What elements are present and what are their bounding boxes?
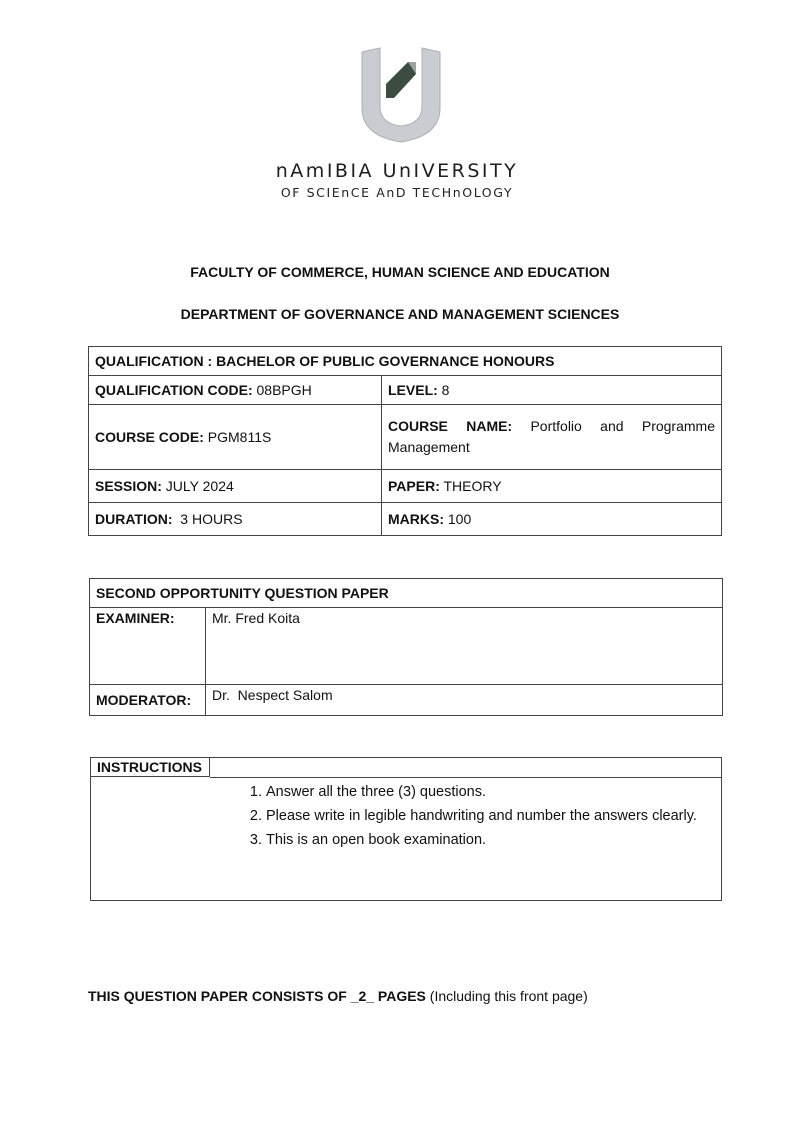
duration-value: 3 HOURS xyxy=(180,511,243,527)
marks-label: MARKS: xyxy=(388,511,444,527)
course-code-cell xyxy=(89,405,382,470)
qualification-cell xyxy=(89,347,722,376)
marks-cell xyxy=(382,503,722,536)
qualification-label: QUALIFICATION : xyxy=(95,353,213,369)
examiner-label-cell xyxy=(90,608,206,685)
moderator-value: Dr. Nespect Salom xyxy=(212,687,333,703)
course-info-table xyxy=(88,346,722,536)
paper-value: THEORY xyxy=(443,478,502,494)
opportunity-title-cell xyxy=(90,579,723,608)
instructions-list xyxy=(240,780,742,852)
instructions-title: INSTRUCTIONS xyxy=(90,757,210,777)
page-count-note-text: (Including this front page) xyxy=(429,988,588,1004)
qualification-value: BACHELOR OF PUBLIC GOVERNANCE HONOURS xyxy=(216,353,555,369)
level-cell xyxy=(382,376,722,405)
page-count-bold: THIS QUESTION PAPER CONSISTS OF _2_ PAGES xyxy=(88,988,426,1004)
session-cell xyxy=(89,470,382,503)
qualification-code-value: 08BPGH xyxy=(256,382,312,398)
page-count-note xyxy=(88,988,588,1004)
course-code-value: PGM811S xyxy=(207,429,272,445)
session-value: JULY 2024 xyxy=(165,478,234,494)
university-name: nAmIBIA UnIVERSITY xyxy=(275,160,519,182)
department-heading: DEPARTMENT OF GOVERNANCE AND MANAGEMENT SCIENCES xyxy=(180,306,620,322)
paper-label: PAPER: xyxy=(388,478,440,494)
level-value: 8 xyxy=(441,382,450,398)
opportunity-title: SECOND OPPORTUNITY QUESTION PAPER xyxy=(96,585,389,601)
nust-shield-logo-icon xyxy=(356,44,446,144)
moderator-label: MODERATOR: xyxy=(96,692,192,708)
examiner-label: EXAMINER: xyxy=(96,610,175,626)
moderator-label-cell xyxy=(90,685,206,716)
session-label: SESSION: xyxy=(95,478,162,494)
moderator-value-cell xyxy=(206,685,723,716)
duration-label: DURATION: xyxy=(95,511,173,527)
instruction-item: 1. Answer all the three (3) questions. xyxy=(266,780,742,804)
course-name-label: COURSE NAME: xyxy=(388,418,513,434)
instructions-divider xyxy=(210,777,721,778)
examiner-value-cell xyxy=(206,608,723,685)
university-subtitle: OF SCIEnCE AnD TECHnOLOGY xyxy=(280,185,514,200)
examiner-table xyxy=(89,578,723,716)
examiner-value: Mr. Fred Koita xyxy=(212,610,300,626)
qualification-code-label: QUALIFICATION CODE: xyxy=(95,382,253,398)
paper-cell xyxy=(382,470,722,503)
marks-value: 100 xyxy=(447,511,472,527)
instruction-item: 3. This is an open book examination. xyxy=(266,828,742,852)
faculty-heading: FACULTY OF COMMERCE, HUMAN SCIENCE AND EDUCATION xyxy=(190,264,610,280)
instruction-item: 2. Please write in legible handwriting and number the answers clearly. xyxy=(266,804,742,828)
qualification-code-cell xyxy=(89,376,382,405)
course-name-value: Portfolio and Programme Management xyxy=(388,418,715,455)
course-code-label: COURSE CODE: xyxy=(95,429,204,445)
duration-cell xyxy=(89,503,382,536)
level-label: LEVEL: xyxy=(388,382,438,398)
course-name-cell xyxy=(382,405,722,470)
